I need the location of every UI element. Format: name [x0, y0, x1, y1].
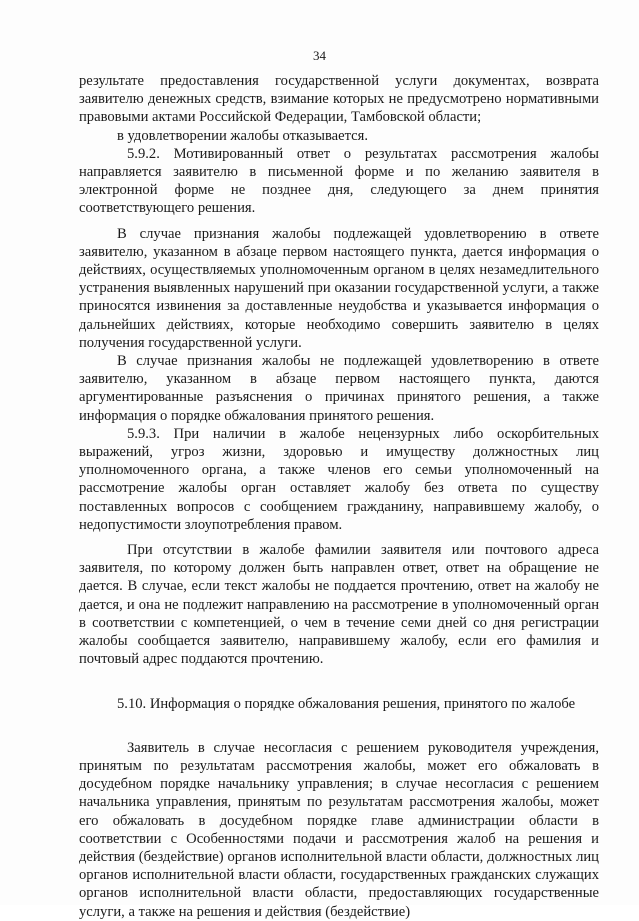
- paragraph-rejected-complaint: В случае признания жалобы не подлежащей удовлетворению в ответе заявителю, указанном в абзаце первом настоящего пункта, даются аргументированные разъяснения о причинах принятого решения, а также информация о порядке обжалования принятого решения.: [79, 353, 599, 424]
- paragraph-satisfied-complaint: В случае признания жалобы подлежащей удовлетворению в ответе заявителю, указанном в абзаце первом настоящего пункта, дается информация о действиях, осуществляемых уполномоченным органом в целях незамедлительного устранения выявленных нарушений при оказании государственной услуги, а также приносятся извинения за доставленные неудобства и указывается информация о дальнейших действиях, которые необходимо совершить заявителю в целях получения государственной услуги.: [79, 225, 599, 351]
- paragraph-appeal-procedure: Заявитель в случае несогласия с решением руководителя учреждения, принятым по результатам рассмотрения жалобы, может его обжаловать в досудебном порядке начальнику управления; в случае несогласия с решением начальника управления, принятым по результатам рассмотрения жалобы, может его обжаловать в досудебном порядке главе администрации области в соответствии с Особенностями подачи и рассмотрения жалоб на решения и действия (бездействие) органов исполнительной власти области, должностных лиц органов исполнительной власти области, государственных гражданских служащих органов исполнительной власти области, предоставляющих государственные услуги, а также на решения и действия (бездействие): [79, 739, 599, 920]
- section-heading-5-10: 5.10. Информация о порядке обжалования решения, принятого по жалобе: [117, 695, 576, 712]
- paragraph-refusal: в удовлетворении жалобы отказывается.: [117, 127, 369, 144]
- page-number: 34: [313, 48, 326, 63]
- document-body: [79, 72, 599, 921]
- paragraph-5-9-2: 5.9.2. Мотивированный ответ о результатах рассмотрения жалобы направляется заявителю в письменной форме и по желанию заявителя в электронной форме не позднее дня, следующего за днем принятия соответствующего решения.: [79, 145, 599, 217]
- paragraph-continuation: результате предоставления государственной услуги документах, возврата заявителю денежных средств, взимание которых не предусмотрено нормативными правовыми актами Российской Федерации, Тамбовской области;: [79, 73, 599, 126]
- paragraph-missing-address: При отсутствии в жалобе фамилии заявителя или почтового адреса заявителя, по которому должен быть направлен ответ, ответ на обращение не дается. В случае, если текст жалобы не поддается прочтению, ответ на жалобу не дается, и она не подлежит направлению на рассмотрение в уполномоченный орган в соответствии с компетенцией, о чем в течение семи дней со дня регистрации жалобы сообщается заявителю, направившему жалобу, если его фамилия и почтовый адрес поддаются прочтению.: [79, 542, 599, 668]
- paragraph-5-9-3: 5.9.3. При наличии в жалобе нецензурных либо оскорбительных выражений, угроз жизни, здоровью и имуществу должностных лиц уполномоченного органа, а также членов его семьи уполномоченный на рассмотрение жалобы орган оставляет жалобу без ответа по существу поставленных вопросов с сообщением гражданину, направившему жалобу, о недопустимости злоупотребления правом.: [79, 425, 599, 533]
